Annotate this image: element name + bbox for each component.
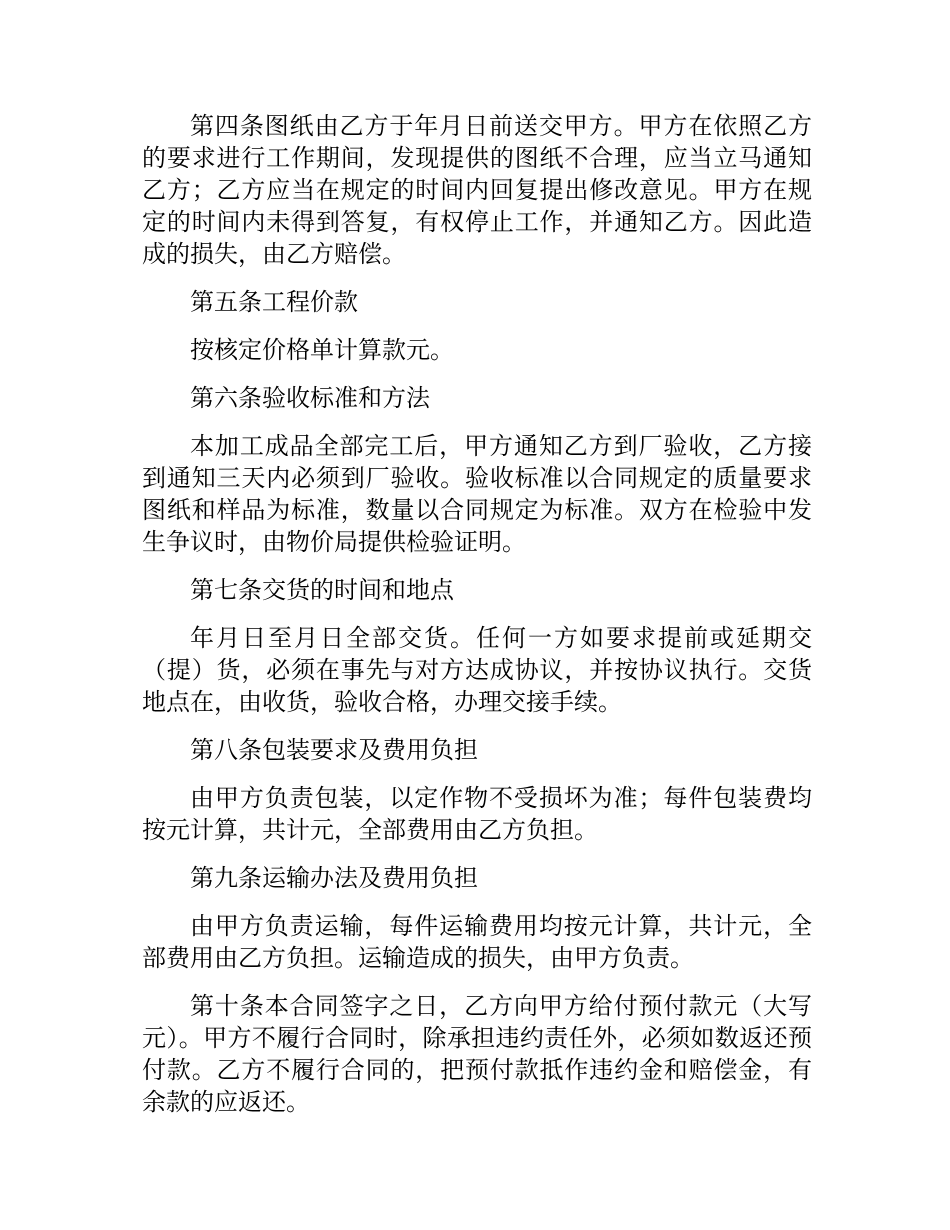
clause-6-heading: 第六条验收标准和方法 — [190, 384, 430, 412]
clause-9-heading: 第九条运输办法及费用负担 — [190, 864, 478, 892]
clause-9-paragraph: 由甲方负责运输，每件运输费用均按元计算，共计元，全部费用由乙方负担。运输造成的损失，由甲方负责。 — [142, 912, 812, 972]
clause-8-heading: 第八条包装要求及费用负担 — [190, 736, 478, 764]
clause-4-paragraph: 第四条图纸由乙方于年月日前送交甲方。甲方在依照乙方的要求进行工作期间，发现提供的图纸不合理，应当立马通知乙方；乙方应当在规定的时间内回复提出修改意见。甲方在规定的时间内未得到答复，有权停止工作，并通知乙方。因此造成的损失，由乙方赔偿。 — [142, 112, 812, 268]
document-page — [142, 110, 812, 1134]
clause-10-paragraph: 第十条本合同签字之日，乙方向甲方给付预付款元（大写元）。甲方不履行合同时，除承担违约责任外，必须如数返还预付款。乙方不履行合同的，把预付款抵作违约金和赔偿金，有余款的应返还。 — [142, 992, 812, 1116]
clause-5-paragraph: 按核定价格单计算款元。 — [190, 336, 454, 364]
clause-5-heading: 第五条工程价款 — [190, 288, 358, 316]
clause-7-paragraph: 年月日至月日全部交货。任何一方如要求提前或延期交（提）货，必须在事先与对方达成协议，并按协议执行。交货地点在，由收货，验收合格，办理交接手续。 — [142, 624, 812, 716]
clause-8-paragraph: 由甲方负责包装，以定作物不受损坏为准；每件包装费均按元计算，共计元，全部费用由乙方负担。 — [142, 784, 812, 844]
clause-6-paragraph: 本加工成品全部完工后，甲方通知乙方到厂验收，乙方接到通知三天内必须到厂验收。验收标准以合同规定的质量要求图纸和样品为标准，数量以合同规定为标准。双方在检验中发生争议时，由物价局提供检验证明。 — [142, 432, 812, 556]
clause-7-heading: 第七条交货的时间和地点 — [190, 576, 454, 604]
